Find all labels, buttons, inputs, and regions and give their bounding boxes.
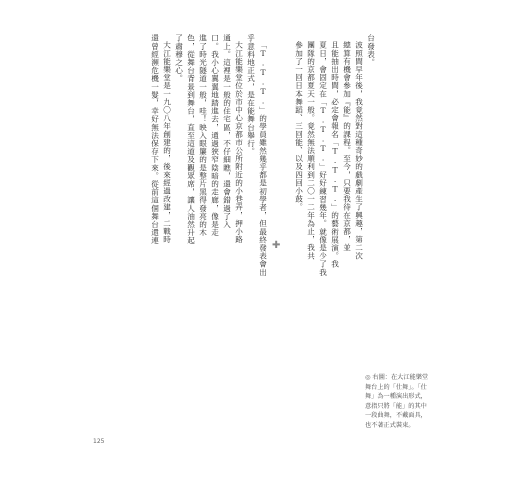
section-divider-icon: ✚ [272, 240, 281, 251]
text-column-5: 夏日，會固定在「T.T.T.」好好練習幾年。就像是少了我 [318, 41, 328, 277]
caption-text: 右圖：在大江能樂堂舞台上的「仕舞」。「仕舞」為一種演出形式，意指只將「能」的其中一段曲舞，不戴面具，也不著正式裝束。 [365, 374, 429, 429]
text-column-11: 通上。這裡是一般的住宅區，不仔細瞧，還會錯過了入 [222, 34, 232, 229]
text-column-4: 且能抽出時間，必定會報名「T.T.T.」的藝術展演。我 [330, 41, 340, 269]
text-column-17: 還曾經瀕危機一髮，幸好無法保存下來。從前這個舞台還連 [150, 34, 160, 245]
text-column-6: 團隊的京都夏天一般。竟然無法順利到二〇一二年為止，我共 [306, 41, 316, 260]
text-column-12: 口。我小心翼翼地踏進去，通過狹窄陰暗的走廊，像是走 [210, 34, 220, 237]
text-column-14: 色，從舞台背景到舞台，直至這道及觀眾席，讓人油然升起 [186, 34, 196, 245]
text-column-8: 「T.T.T.」的學員雖然幾乎都是初學者，但最終發表會出 [258, 41, 268, 277]
text-column-9: 乎意料地正式，是在能舞台舉行。 [246, 34, 256, 156]
text-column-1: 台發表。 [366, 34, 376, 67]
text-column-2: 波照間早年後，我竟然對這種奇妙的戲劇產生了興趣，第二次 [354, 41, 364, 260]
caption-bullet-icon: ◎ [365, 374, 371, 381]
text-column-10: 大江能樂堂位於市中心京都市公所附近的小巷弄，押小路 [234, 41, 244, 244]
page-number: 125 [93, 438, 105, 445]
text-column-3: 總算有機會參加『能』的課程。至今，只要我待在京都，並 [342, 41, 352, 252]
photo-caption [365, 373, 430, 430]
text-column-15: 了肅穆之心。 [174, 34, 184, 83]
text-column-16: 大江能樂堂是一九〇八年創建的，後來經過改建，二戰時 [162, 41, 172, 244]
text-column-13: 進了時光隧道一般，哇！映入眼簾的是整片黑得發亮的木 [198, 34, 208, 237]
text-column-7: 參加了一回日本舞蹈、三回能、以及四回小鼓。 [294, 41, 304, 212]
